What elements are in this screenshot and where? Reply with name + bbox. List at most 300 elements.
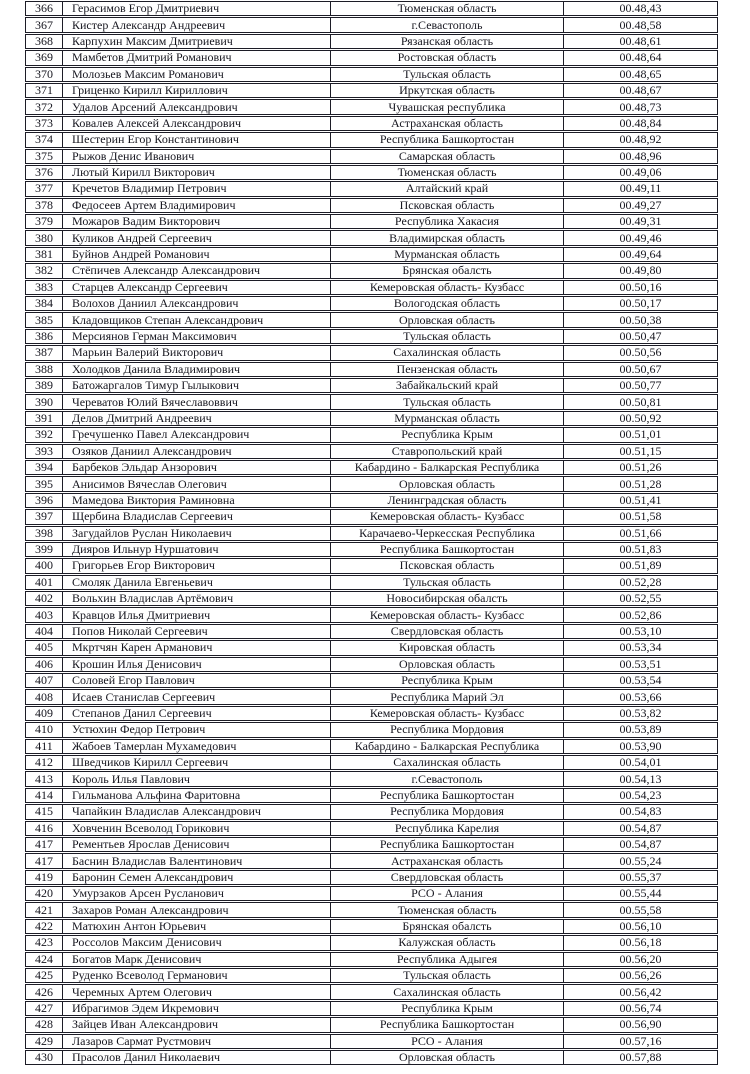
cell-region: Республика Карелия — [331, 822, 564, 835]
cell-name: Старцев Александр Сергеевич — [63, 281, 331, 294]
cell-rank: 428 — [26, 1018, 63, 1031]
cell-name: Озяков Даниил Александрович — [63, 445, 331, 458]
cell-rank: 398 — [26, 527, 63, 540]
table-row — [25, 149, 718, 164]
table-row — [25, 821, 718, 836]
cell-time: 00.56,74 — [619, 1001, 662, 1016]
table-row — [25, 509, 718, 524]
cell-name: Ховченин Всеволод Горикович — [63, 822, 331, 835]
table-row — [25, 902, 718, 917]
cell-region: Республика Крым — [331, 674, 564, 687]
cell-time: 00.57,16 — [619, 1034, 662, 1048]
cell-name: Захаров Роман Александрович — [63, 903, 331, 916]
table-row — [25, 214, 718, 229]
table-row — [25, 116, 718, 131]
table-row — [25, 853, 718, 868]
cell-region: Новосибирская обалсть — [331, 592, 564, 605]
cell-region: Карачаево-Черкесская Республика — [331, 527, 564, 540]
cell-region: Кемеровская область- Кузбасс — [331, 608, 564, 621]
table-row — [25, 788, 718, 803]
cell-region: Тульская область — [331, 68, 564, 81]
cell-rank: 370 — [26, 68, 63, 81]
cell-rank: 393 — [26, 445, 63, 458]
table-row — [25, 968, 718, 983]
cell-rank: 391 — [26, 412, 63, 425]
cell-region: Республика Мордовия — [331, 723, 564, 736]
table-row — [25, 837, 718, 852]
cell-region: Забайкальский край — [331, 379, 564, 392]
table-row — [25, 771, 718, 786]
cell-time: 00.56,90 — [619, 1018, 662, 1032]
table-row — [25, 312, 718, 327]
cell-name: Баснин Владислав Валентинович — [63, 854, 331, 867]
table-row — [25, 526, 718, 541]
cell-rank: 420 — [26, 887, 63, 900]
cell-region: Самарская область — [331, 150, 564, 163]
cell-name: Лютый Кирилл Викторович — [63, 166, 331, 179]
cell-region: Брянская обалсть — [331, 920, 564, 933]
cell-name: Марьин Валерий Викторович — [63, 346, 331, 359]
cell-time: 00.50,16 — [619, 280, 662, 294]
cell-time: 00.50,81 — [619, 395, 662, 409]
cell-name: Удалов Арсений Александрович — [63, 100, 331, 113]
cell-time: 00.51,89 — [619, 559, 662, 573]
table-row — [25, 230, 718, 245]
cell-rank: 410 — [26, 723, 63, 736]
cell-time: 00.49,64 — [619, 247, 662, 262]
cell-name: Делов Дмитрий Андреевич — [63, 412, 331, 425]
cell-name: Кравцов Илья Дмитриевич — [63, 608, 331, 621]
cell-region: Республика Крым — [331, 1002, 564, 1015]
cell-rank: 388 — [26, 363, 63, 376]
cell-name: Матюхин Антон Юрьевич — [63, 920, 331, 933]
cell-rank: 430 — [26, 1051, 63, 1064]
table-row — [25, 165, 718, 180]
cell-time: 00.51,28 — [619, 477, 662, 491]
cell-name: Король Илья Павлович — [63, 772, 331, 785]
cell-region: Орловская область — [331, 313, 564, 326]
cell-time: 00.48,58 — [619, 18, 662, 32]
table-row — [25, 345, 718, 360]
cell-name: Смоляк Данила Евгеньевич — [63, 576, 331, 589]
cell-region: Республика Марий Эл — [331, 690, 564, 703]
cell-name: Гречушенко Павел Александрович — [63, 428, 331, 441]
cell-rank: 394 — [26, 461, 63, 474]
cell-name: Григорьев Егор Викторович — [63, 559, 331, 572]
cell-name: Баронин Семен Александрович — [63, 871, 331, 884]
cell-region: Сахалинская область — [331, 756, 564, 769]
cell-rank: 408 — [26, 690, 63, 703]
cell-name: Богатов Марк Денисович — [63, 953, 331, 966]
cell-rank: 386 — [26, 330, 63, 343]
cell-region: Астраханская область — [331, 854, 564, 867]
cell-rank: 376 — [26, 166, 63, 179]
table-row — [25, 394, 718, 409]
cell-time: 00.48,43 — [619, 2, 662, 16]
table-row — [25, 1050, 718, 1065]
table-row — [25, 50, 718, 65]
cell-rank: 382 — [26, 264, 63, 277]
cell-name: Степанов Данил Сергеевич — [63, 707, 331, 720]
cell-region: Кировская область — [331, 641, 564, 654]
cell-time: 00.51,01 — [619, 428, 662, 442]
table-row — [25, 804, 718, 819]
cell-time: 00.54,13 — [619, 772, 662, 786]
cell-name: Щербина Владислав Сергеевич — [63, 510, 331, 523]
cell-name: Ковалев Алексей Александрович — [63, 117, 331, 130]
cell-name: Попов Николай Сергеевич — [63, 625, 331, 638]
cell-region: Алтайский край — [331, 182, 564, 195]
cell-region: Рязанская область — [331, 35, 564, 48]
cell-name: Рементьев Ярослав Денисович — [63, 838, 331, 851]
cell-region: Орловская область — [331, 477, 564, 490]
cell-name: Исаев Станислав Сергеевич — [63, 690, 331, 703]
cell-time: 00.50,77 — [619, 378, 662, 393]
table-row — [25, 493, 718, 508]
table-row — [25, 952, 718, 967]
cell-region: Мурманская область — [331, 412, 564, 425]
cell-rank: 422 — [26, 920, 63, 933]
table-row — [25, 17, 718, 32]
cell-name: Анисимов Вячеслав Олегович — [63, 477, 331, 490]
cell-region: Республика Хакасия — [331, 215, 564, 228]
cell-rank: 406 — [26, 658, 63, 671]
cell-name: Гриценко Кирилл Кириллович — [63, 84, 331, 97]
cell-region: Сахалинская область — [331, 346, 564, 359]
cell-region: Ленинградская область — [331, 494, 564, 507]
table-row — [25, 476, 718, 491]
cell-time: 00.49,27 — [619, 198, 662, 212]
table-row — [25, 1001, 718, 1016]
cell-region: Псковская область — [331, 559, 564, 572]
table-row — [25, 362, 718, 377]
cell-name: Герасимов Егор Дмитриевич — [63, 2, 331, 15]
cell-time: 00.55,44 — [619, 887, 662, 901]
cell-region: Орловская область — [331, 658, 564, 671]
cell-region: Кемеровская область- Кузбасс — [331, 707, 564, 720]
cell-rank: 381 — [26, 248, 63, 261]
cell-name: Дияров Ильнур Нуршатович — [63, 543, 331, 556]
cell-rank: 375 — [26, 150, 63, 163]
cell-time: 00.56,18 — [619, 936, 662, 950]
cell-rank: 423 — [26, 936, 63, 949]
table-row — [25, 542, 718, 557]
cell-name: Мерсиянов Герман Максимович — [63, 330, 331, 343]
cell-time: 00.53,10 — [619, 624, 662, 639]
cell-time: 00.53,66 — [619, 690, 662, 704]
cell-time: 00.51,58 — [619, 510, 662, 524]
cell-time: 00.50,92 — [619, 411, 662, 425]
cell-time: 00.50,38 — [619, 313, 662, 327]
cell-name: Куликов Андрей Сергеевич — [63, 231, 331, 244]
table-row — [25, 460, 718, 475]
cell-time: 00.52,28 — [619, 575, 662, 589]
cell-region: Тюменская область — [331, 903, 564, 916]
cell-rank: 416 — [26, 822, 63, 835]
cell-region: Орловская область — [331, 1051, 564, 1064]
cell-time: 00.55,58 — [619, 903, 662, 917]
cell-region: Владимирская область — [331, 231, 564, 244]
table-row — [25, 83, 718, 98]
cell-rank: 412 — [26, 756, 63, 769]
cell-region: Республика Башкортостан — [331, 133, 564, 146]
cell-rank: 395 — [26, 477, 63, 490]
cell-rank: 397 — [26, 510, 63, 523]
cell-time: 00.51,41 — [619, 493, 662, 507]
cell-time: 00.48,65 — [619, 67, 662, 81]
cell-region: Тюменская область — [331, 166, 564, 179]
table-row — [25, 984, 718, 999]
cell-rank: 427 — [26, 1002, 63, 1015]
cell-time: 00.49,46 — [619, 231, 662, 245]
table-row — [25, 378, 718, 393]
cell-region: Свердловская область — [331, 871, 564, 884]
cell-time: 00.49,11 — [619, 182, 662, 196]
cell-time: 00.50,56 — [619, 346, 662, 360]
table-row — [25, 444, 718, 459]
table-row — [25, 624, 718, 639]
cell-region: г.Севастополь — [331, 18, 564, 31]
cell-name: Умурзаков Арсен Русланович — [63, 887, 331, 900]
cell-time: 00.48,84 — [619, 116, 662, 130]
cell-time: 00.48,64 — [619, 51, 662, 65]
cell-name: Шведчиков Кирилл Сергеевич — [63, 756, 331, 769]
cell-region: Мурманская область — [331, 248, 564, 261]
cell-rank: 421 — [26, 903, 63, 916]
cell-region: Калужская область — [331, 936, 564, 949]
table-row — [25, 67, 718, 82]
cell-rank: 377 — [26, 182, 63, 195]
cell-name: Мамбетов Дмитрий Романович — [63, 51, 331, 64]
cell-time: 00.49,31 — [619, 215, 662, 229]
cell-rank: 409 — [26, 707, 63, 720]
table-row — [25, 575, 718, 590]
cell-rank: 413 — [26, 772, 63, 785]
results-table — [25, 1, 718, 1066]
cell-time: 00.55,24 — [619, 854, 662, 868]
cell-region: Пензенская область — [331, 363, 564, 376]
cell-name: Карпухин Максим Дмитриевич — [63, 35, 331, 48]
cell-name: Кладовщиков Степан Александрович — [63, 313, 331, 326]
cell-rank: 373 — [26, 117, 63, 130]
cell-name: Стёпичев Александр Александрович — [63, 264, 331, 277]
cell-time: 00.50,47 — [619, 329, 662, 343]
table-row — [25, 411, 718, 426]
table-row — [25, 34, 718, 49]
cell-time: 00.54,01 — [619, 755, 662, 770]
cell-rank: 368 — [26, 35, 63, 48]
cell-rank: 387 — [26, 346, 63, 359]
cell-rank: 379 — [26, 215, 63, 228]
cell-time: 00.54,23 — [619, 788, 662, 802]
cell-name: Загудайлов Руслан Николаевич — [63, 527, 331, 540]
cell-region: Республика Мордовия — [331, 805, 564, 818]
table-row — [25, 1, 718, 16]
cell-region: Тюменская область — [331, 2, 564, 15]
cell-region: РСО - Алания — [331, 887, 564, 900]
cell-rank: 366 — [26, 2, 63, 15]
cell-name: Волохов Даниил Александрович — [63, 297, 331, 310]
cell-time: 00.55,37 — [619, 870, 662, 884]
cell-name: Кречетов Владимир Петрович — [63, 182, 331, 195]
cell-region: Иркутская область — [331, 84, 564, 97]
cell-region: Астраханская область — [331, 117, 564, 130]
cell-time: 00.48,61 — [619, 34, 662, 48]
cell-time: 00.48,73 — [619, 100, 662, 114]
cell-name: Ибрагимов Эдем Икремович — [63, 1002, 331, 1015]
cell-rank: 424 — [26, 953, 63, 966]
cell-rank: 383 — [26, 281, 63, 294]
cell-name: Руденко Всеволод Германович — [63, 969, 331, 982]
table-row — [25, 722, 718, 737]
cell-region: Кемеровская область- Кузбасс — [331, 510, 564, 523]
cell-rank: 407 — [26, 674, 63, 687]
cell-region: Сахалинская область — [331, 985, 564, 998]
cell-rank: 425 — [26, 969, 63, 982]
cell-rank: 400 — [26, 559, 63, 572]
cell-time: 00.54,87 — [619, 837, 662, 852]
cell-name: Федосеев Артем Владимирович — [63, 199, 331, 212]
table-row — [25, 296, 718, 311]
cell-rank: 417 — [26, 854, 63, 867]
table-row — [25, 935, 718, 950]
cell-time: 00.53,34 — [619, 641, 662, 655]
cell-time: 00.53,54 — [619, 674, 662, 688]
table-row — [25, 640, 718, 655]
cell-region: Тульская область — [331, 395, 564, 408]
cell-rank: 404 — [26, 625, 63, 638]
cell-region: Чувашская республика — [331, 100, 564, 113]
cell-region: Республика Крым — [331, 428, 564, 441]
table-row — [25, 427, 718, 442]
table-row — [25, 280, 718, 295]
cell-rank: 399 — [26, 543, 63, 556]
cell-rank: 401 — [26, 576, 63, 589]
table-row — [25, 870, 718, 885]
table-row — [25, 886, 718, 901]
cell-region: Ставропольский край — [331, 445, 564, 458]
cell-region: Тульская область — [331, 330, 564, 343]
cell-time: 00.56,20 — [619, 952, 662, 966]
cell-name: Соловей Егор Павлович — [63, 674, 331, 687]
table-row — [25, 132, 718, 147]
cell-rank: 429 — [26, 1035, 63, 1048]
table-row — [25, 919, 718, 934]
cell-region: Республика Башкортостан — [331, 543, 564, 556]
cell-rank: 369 — [26, 51, 63, 64]
cell-time: 00.53,90 — [619, 739, 662, 753]
cell-name: Устюхин Федор Петрович — [63, 723, 331, 736]
table-row — [25, 263, 718, 278]
cell-rank: 403 — [26, 608, 63, 621]
cell-name: Лазаров Сармат Рустмович — [63, 1035, 331, 1048]
cell-time: 00.52,55 — [619, 592, 662, 606]
cell-rank: 385 — [26, 313, 63, 326]
cell-name: Мамедова Виктория Раминовна — [63, 494, 331, 507]
cell-name: Можаров Вадим Викторович — [63, 215, 331, 228]
cell-time: 00.57,88 — [619, 1051, 662, 1065]
table-row — [25, 689, 718, 704]
cell-name: Крошин Илья Денисович — [63, 658, 331, 671]
cell-time: 00.48,67 — [619, 83, 662, 98]
cell-rank: 419 — [26, 871, 63, 884]
cell-name: Зайцев Иван Александрович — [63, 1018, 331, 1031]
cell-time: 00.50,67 — [619, 362, 662, 376]
cell-rank: 417 — [26, 838, 63, 851]
cell-rank: 402 — [26, 592, 63, 605]
cell-region: Республика Башкортостан — [331, 838, 564, 851]
cell-time: 00.56,42 — [619, 985, 662, 999]
cell-time: 00.56,10 — [619, 919, 662, 934]
cell-name: Прасолов Данил Николаевич — [63, 1051, 331, 1064]
table-row — [25, 1034, 718, 1049]
cell-region: Вологодская область — [331, 297, 564, 310]
cell-region: Республика Башкортостан — [331, 1018, 564, 1031]
cell-rank: 426 — [26, 985, 63, 998]
cell-rank: 392 — [26, 428, 63, 441]
cell-region: Тульская область — [331, 576, 564, 589]
cell-name: Барбеков Эльдар Анзорович — [63, 461, 331, 474]
cell-rank: 372 — [26, 100, 63, 113]
cell-time: 00.48,96 — [619, 149, 662, 163]
table-row — [25, 739, 718, 754]
cell-time: 00.54,83 — [619, 805, 662, 819]
cell-name: Холодков Данила Владимирович — [63, 363, 331, 376]
cell-rank: 380 — [26, 231, 63, 244]
table-row — [25, 558, 718, 573]
cell-region: РСО - Алания — [331, 1035, 564, 1048]
cell-rank: 405 — [26, 641, 63, 654]
cell-name: Шестерин Егор Константинович — [63, 133, 331, 146]
cell-time: 00.49,80 — [619, 264, 662, 278]
cell-name: Чапайкин Владислав Александрович — [63, 805, 331, 818]
table-row — [25, 247, 718, 262]
cell-region: Кемеровская область- Кузбасс — [331, 281, 564, 294]
table-row — [25, 755, 718, 770]
table-row — [25, 673, 718, 688]
cell-time: 00.51,26 — [619, 460, 662, 475]
cell-name: Рыжов Денис Иванович — [63, 150, 331, 163]
cell-name: Жабоев Тамерлан Мухамедович — [63, 740, 331, 753]
cell-time: 00.51,15 — [619, 444, 662, 458]
cell-time: 00.56,26 — [619, 969, 662, 983]
cell-time: 00.54,87 — [619, 821, 662, 835]
cell-rank: 384 — [26, 297, 63, 310]
cell-rank: 389 — [26, 379, 63, 392]
table-row — [25, 706, 718, 721]
table-row — [25, 198, 718, 213]
table-row — [25, 99, 718, 114]
cell-rank: 390 — [26, 395, 63, 408]
cell-time: 00.53,89 — [619, 723, 662, 737]
table-row — [25, 607, 718, 622]
cell-region: Республика Адыгея — [331, 953, 564, 966]
cell-region: Кабардино - Балкарская Республика — [331, 740, 564, 753]
table-row — [25, 1017, 718, 1032]
table-row — [25, 329, 718, 344]
cell-region: Ростовская область — [331, 51, 564, 64]
cell-rank: 396 — [26, 494, 63, 507]
cell-rank: 411 — [26, 740, 63, 753]
cell-rank: 415 — [26, 805, 63, 818]
cell-region: г.Севастополь — [331, 772, 564, 785]
cell-rank: 367 — [26, 18, 63, 31]
cell-time: 00.51,83 — [619, 542, 662, 557]
table-row — [25, 657, 718, 672]
cell-time: 00.52,86 — [619, 608, 662, 622]
cell-time: 00.49,06 — [619, 165, 662, 180]
cell-region: Брянская обалсть — [331, 264, 564, 277]
